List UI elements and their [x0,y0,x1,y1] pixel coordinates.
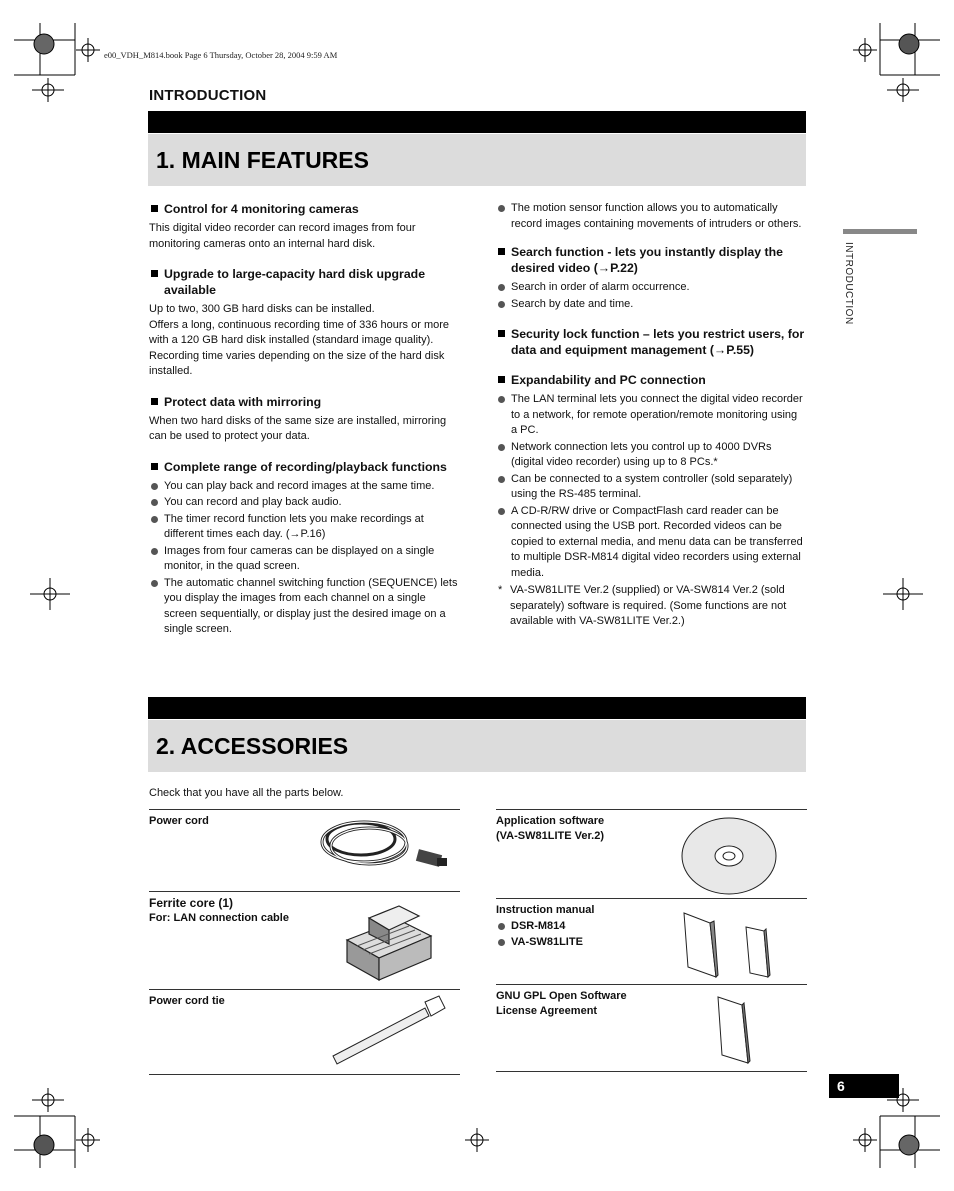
list-item: You can play back and record images at the same time. [149,479,459,495]
feature-heading: Upgrade to large-capacity hard disk upgrade available [149,266,459,298]
feature-text: When two hard disks of the same size are installed, mirroring can be used to protect your data. [149,414,447,442]
main-features-title: 1. MAIN FEATURES [156,147,369,173]
section-label: INTRODUCTION [149,87,267,104]
feature-block [149,394,459,445]
list-item: The timer record function lets you make recordings at different times each day. (→P.16) [149,512,459,543]
accessory-sublabel: For: LAN connection cable [149,912,289,924]
ferrite-core-image [339,900,439,982]
accessory-gpl-license [496,984,807,1072]
section-1-banner [148,134,806,186]
feature-heading: Control for 4 monitoring cameras [149,201,459,217]
feature-block [496,244,806,312]
feature-bullets [496,201,806,232]
license-sheet-image [714,993,754,1065]
feature-heading: Expandability and PC connection [496,372,806,388]
accessory-label: License Agreement [496,1005,598,1017]
page-number: 6 [829,1074,899,1098]
feature-text: Up to two, 300 GB hard disks can be installed. [149,303,375,315]
list-item: The automatic channel switching function (SEQUENCE) lets you display the images from each channel on a single screen sequentially, or display just the desired image on a single screen. [149,576,459,638]
list-item: VA-SW81LITE [496,935,807,950]
feature-block [149,201,459,252]
accessory-label: Power cord tie [149,995,225,1007]
list-item: Network connection lets you control up to 4000 DVRs (digital video recorder) using up to 8 PCs.* [496,440,806,471]
feature-block [496,372,806,630]
power-cord-image [319,814,454,884]
feature-block [149,266,459,380]
feature-heading: Security lock function – lets you restrict users, for data and equipment management (→P.55) [496,326,806,358]
accessory-label: Application software [496,815,605,827]
footnote: * VA-SW81LITE Ver.2 (supplied) or VA-SW814 Ver.2 (sold separately) software is required. (Some functions are not available with VA-SW81LITE Ver.2.) [496,583,806,630]
list-item: You can record and play back audio. [149,495,459,511]
list-item: The LAN terminal lets you connect the digital video recorder to a network, for remote operation/remote monitoring using a PC. [496,392,806,439]
list-item: The motion sensor function allows you to automatically record images containing movements of intruders or others. [496,201,806,232]
accessory-label: Ferrite core (1) [149,896,234,910]
list-item: Images from four cameras can be displayed on a single monitor, in the quad screen. [149,544,459,575]
feature-heading: Search function - lets you instantly display the desired video (→P.22) [496,244,806,276]
feature-bullets [496,392,806,581]
list-item: Search by date and time. [496,297,806,313]
accessory-power-cord [149,809,460,892]
manuals-image [680,907,780,979]
accessory-label: (VA-SW81LITE Ver.2) [496,830,604,842]
feature-block [149,459,459,638]
feature-text: This digital video recorder can record images from four monitoring cameras onto an internal hard disk. [149,222,416,250]
accessory-application-software [496,809,807,898]
features-left-column [149,201,459,652]
section-1-black-band [148,111,806,133]
accessory-label: Power cord [149,815,209,827]
section-2-banner [148,720,806,772]
book-header-note: e00_VDH_M814.book Page 6 Thursday, October 28, 2004 9:59 AM [104,50,338,60]
list-item: A CD-R/RW drive or CompactFlash card reader can be connected using the USB port. Recorded videos can be copied to external media, and menu data can be transferred to multiple DSR-M814 digital video recorders using external media. [496,504,806,582]
accessory-instruction-manual [496,898,807,985]
list-item: DSR-M814 [496,919,807,934]
feature-bullets [149,479,459,638]
features-right-column [496,201,806,644]
cd-rom-image [680,814,780,898]
side-tab-label: INTRODUCTION [843,242,854,325]
feature-heading: Complete range of recording/playback functions [149,459,459,475]
accessory-label: Instruction manual [496,904,595,916]
feature-text: Offers a long, continuous recording time of 336 hours or more with a 120 GB hard disk installed (standard image quality). Recording time varies depending on the size of the hard disk installed. [149,318,450,377]
feature-bullets [496,280,806,312]
accessory-ferrite-core [149,891,460,990]
side-tab-bar [843,229,917,234]
feature-block [496,326,806,358]
section-2-black-band [148,697,806,719]
feature-heading: Protect data with mirroring [149,394,459,410]
accessory-label: GNU GPL Open Software [496,990,627,1002]
accessory-power-cord-tie [149,989,460,1075]
list-item: Can be connected to a system controller (sold separately) using the RS-485 terminal. [496,472,806,503]
cord-tie-image [329,994,449,1066]
accessories-intro: Check that you have all the parts below. [149,787,344,799]
list-item: Search in order of alarm occurrence. [496,280,806,296]
accessories-title: 2. ACCESSORIES [156,733,349,759]
